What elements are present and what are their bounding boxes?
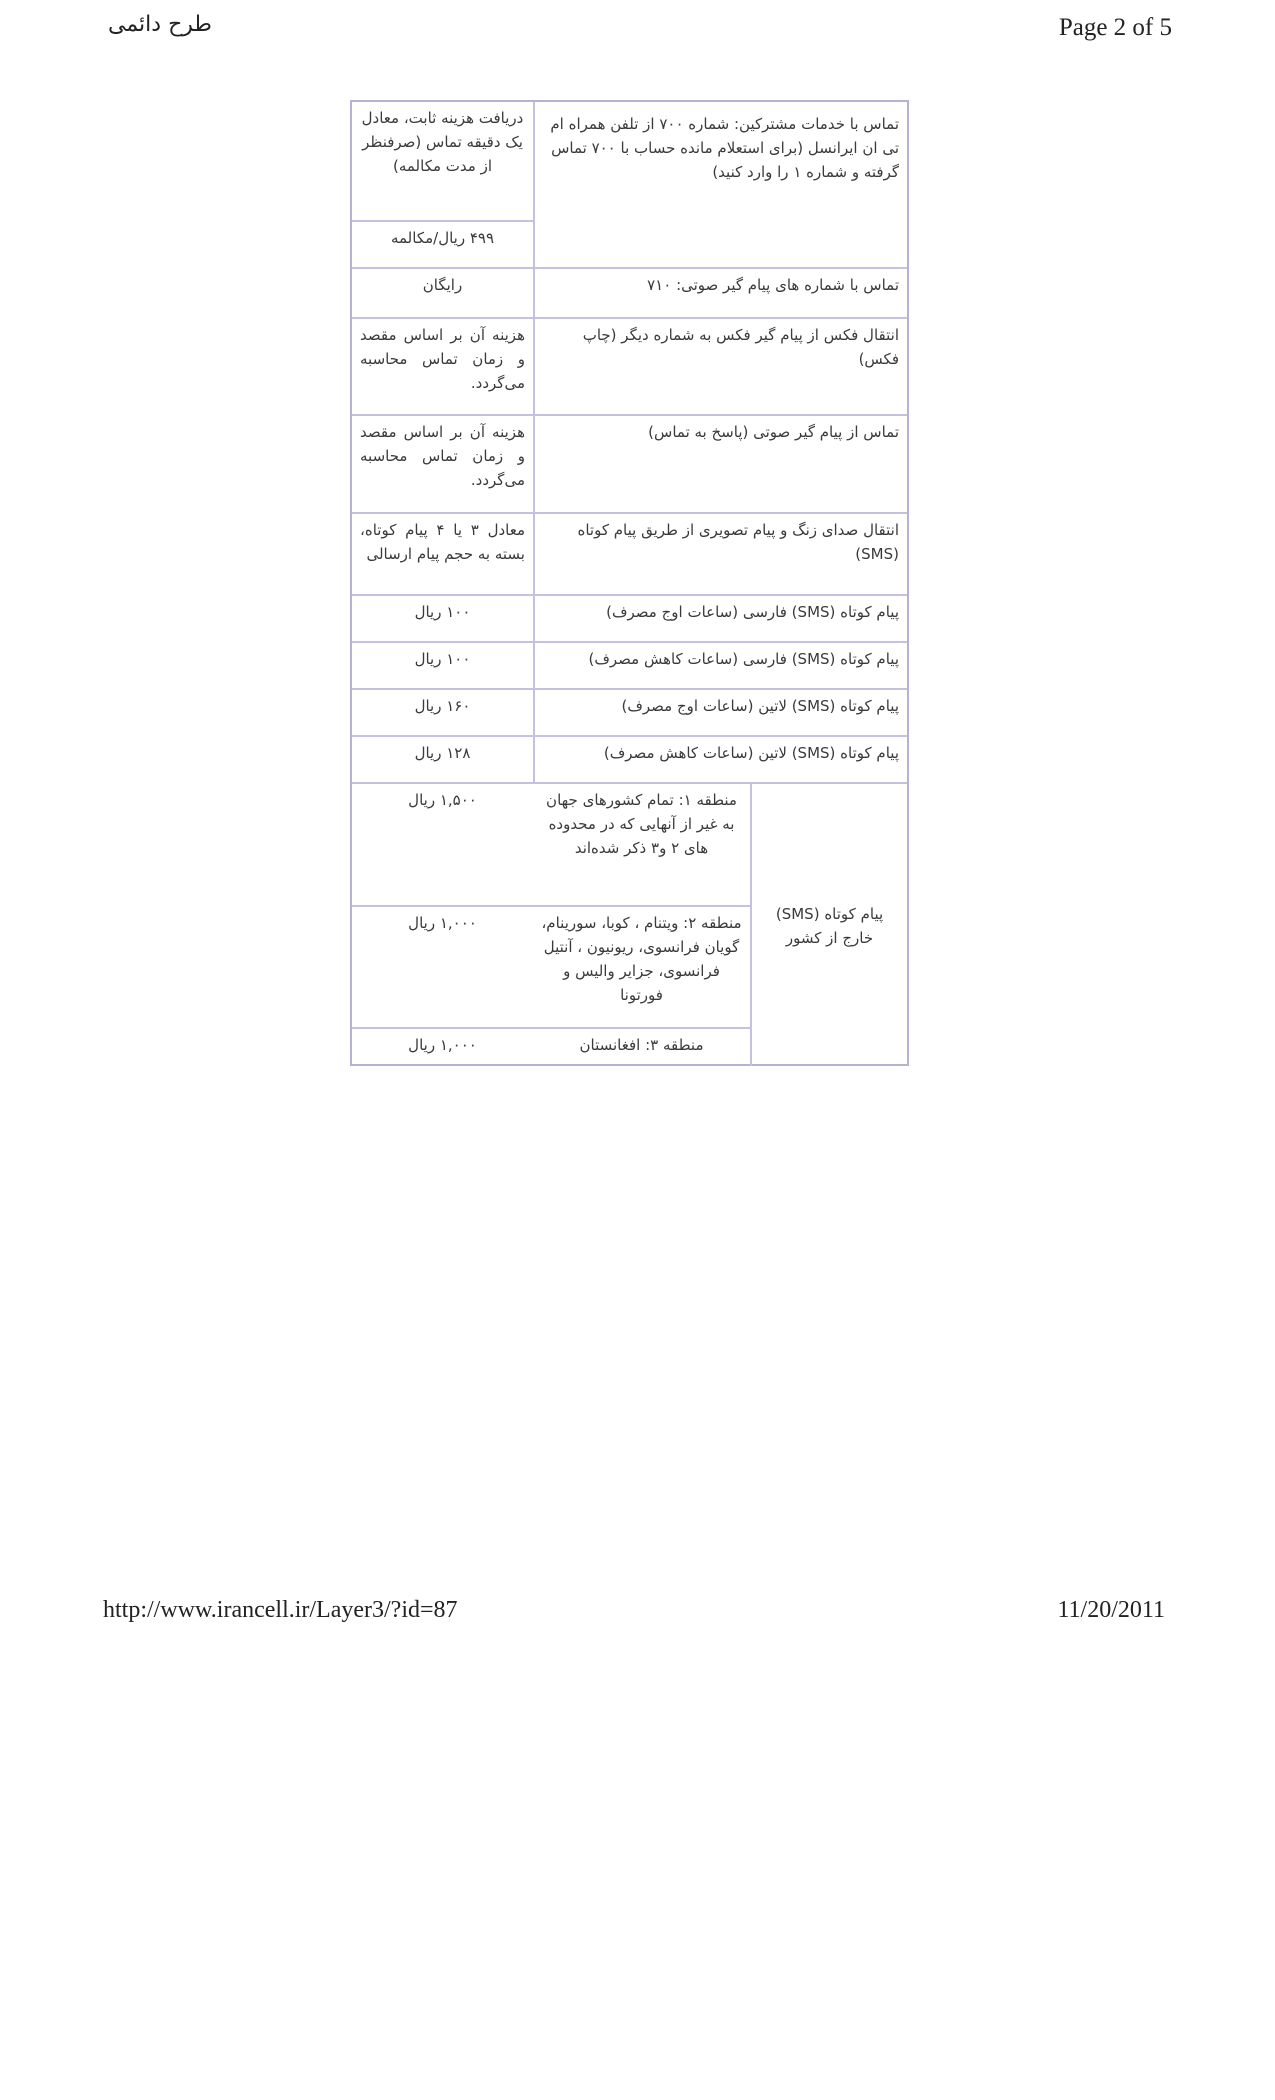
table-cell-price: دریافت هزینه ثابت، معادل یک دقیقه تماس (صرفنظر از مدت مکالمه) xyxy=(361,109,524,175)
table-cell-description: پیام کوتاه (SMS) لاتین (ساعات کاهش مصرف) xyxy=(533,735,907,782)
table-cell-description: انتقال صدای زنگ و پیام تصویری از طریق پیام کوتاه (SMS) xyxy=(533,512,907,594)
table-cell-description: تماس از پیام گیر صوتی (پاسخ به تماس) xyxy=(533,414,907,512)
table-cell-description: پیام کوتاه (SMS) لاتین (ساعات اوج مصرف) xyxy=(533,688,907,735)
print-date: 11/20/2011 xyxy=(1057,1597,1165,1623)
table-cell-price: هزینه آن بر اساس مقصد و زمان تماس محاسبه می‌گردد. xyxy=(352,317,533,414)
table-cell-price: معادل ۳ یا ۴ پیام کوتاه، بسته به حجم پیام ارسالی xyxy=(352,512,533,594)
table-cell-description: تماس با خدمات مشترکین: شماره ۷۰۰ از تلفن همراه ام تی ان ایرانسل (برای استعلام مانده حساب با ۷۰۰ تماس گرفته و شماره ۱ را وارد کنید) xyxy=(533,102,907,267)
table-cell-price: ۴۹۹ ریال/مکالمه xyxy=(352,220,533,267)
document-title: طرح دائمی xyxy=(108,12,212,37)
table-cell-intl-sms-label: پیام کوتاه (SMS) خارج از کشور xyxy=(750,782,907,1066)
table-cell-price: هزینه آن بر اساس مقصد و زمان تماس محاسبه می‌گردد. xyxy=(352,414,533,512)
table-cell-price: ۱,۰۰۰ ریال xyxy=(352,1027,533,1066)
table-cell-description: پیام کوتاه (SMS) فارسی (ساعات اوج مصرف) xyxy=(533,594,907,641)
table-cell-price: ۱,۵۰۰ ریال xyxy=(352,782,533,905)
table-cell-description: پیام کوتاه (SMS) فارسی (ساعات کاهش مصرف) xyxy=(533,641,907,688)
table-cell-price: ۱۰۰ ریال xyxy=(352,641,533,688)
table-cell-price: ۱۲۸ ریال xyxy=(352,735,533,782)
table-cell-description: تماس با شماره های پیام گیر صوتی: ۷۱۰ xyxy=(533,267,907,317)
table-cell-description: انتقال فکس از پیام گیر فکس به شماره دیگر (چاپ فکس) xyxy=(533,317,907,414)
table-cell-price: ۱۰۰ ریال xyxy=(352,594,533,641)
table-cell-zone-2: منطقه ۲: ویتنام ، کوبا، سورینام، گویان فرانسوی، ریونیون ، آنتیل فرانسوی، جزایر والیس و فورتونا xyxy=(533,905,750,1027)
table-cell-price: ۱۶۰ ریال xyxy=(352,688,533,735)
table-cell-price: ۱,۰۰۰ ریال xyxy=(352,905,533,1027)
tariff-table xyxy=(350,100,909,1066)
table-cell-price: رایگان xyxy=(352,267,533,317)
source-url: http://www.irancell.ir/Layer3/?id=87 xyxy=(103,1597,458,1623)
table-cell-zone-3: منطقه ۳: افغانستان xyxy=(533,1027,750,1066)
table-cell-zone-1: منطقه ۱: تمام کشورهای جهان به غیر از آنهایی که در محدوده های ۲ و۳ ذکر شده‌اند xyxy=(533,782,750,905)
page-number: Page 2 of 5 xyxy=(1058,14,1172,41)
